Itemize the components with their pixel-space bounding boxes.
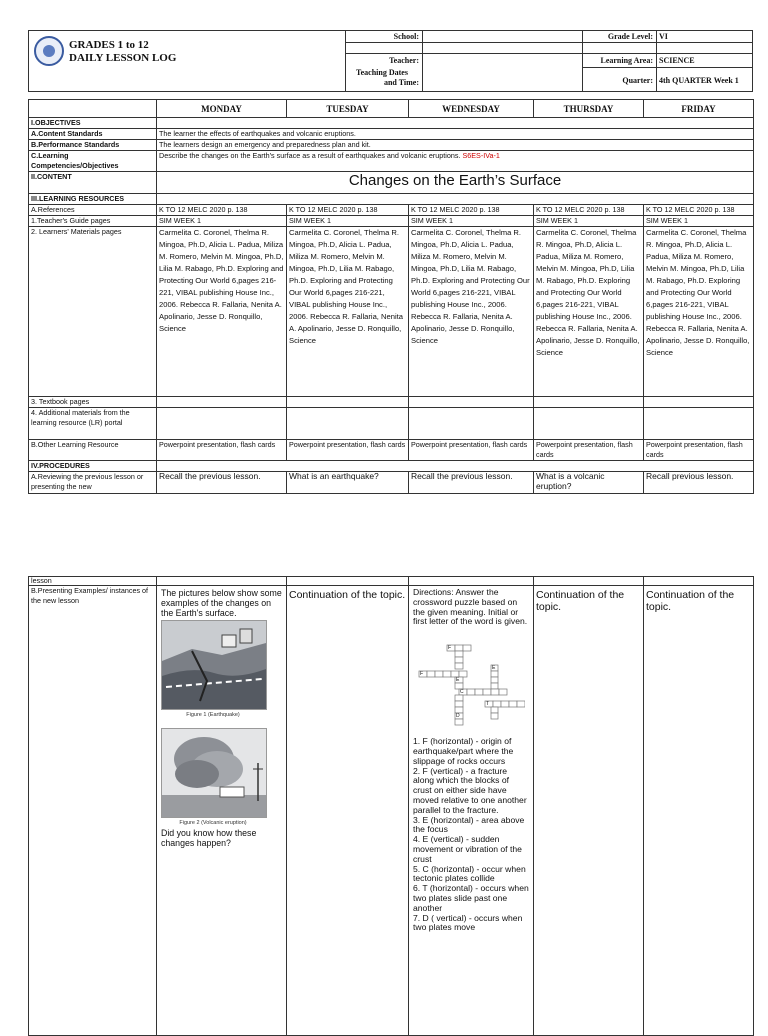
tg-cell: SIM WEEK 1 [644, 216, 754, 227]
review-cell: Recall the previous lesson. [157, 472, 287, 494]
lm-cell: Carmelita C. Coronel, Thelma R. Mingoa, Ph.D, Alicia L. Padua, Miliza M. Romero, Melvin M. Mingoa, Ph.D, Lilia M. Rabago, Ph.D. Exploring and Protecting Our World 6,pages 216-221, VIBAL publishing House Inc., 2006. Rebecca R. Fallaria, Nenita A. Apolinario, Jesse D. Ronquillo, Science [534, 227, 644, 397]
crossword-letter: F [448, 645, 452, 652]
content-standards-text: The learner the effects of earthquakes and volcanic eruptions. [157, 129, 754, 140]
day-thursday: THURSDAY [534, 100, 644, 118]
quarter-label: Quarter: [622, 76, 653, 85]
other-resource-cell: Powerpoint presentation, flash cards [287, 440, 409, 461]
header-title-line2: DAILY LESSON LOG [69, 52, 177, 64]
performance-standards-text: The learners design an emergency and preparedness plan and kit. [157, 140, 754, 151]
learners-materials-row [29, 227, 754, 397]
lm-cell: Carmelita C. Coronel, Thelma R. Mingoa, Ph.D, Alicia L. Padua, Miliza M. Romero, Melvin M. Mingoa, Ph.D, Lilia M. Rabago, Ph.D. Exploring and Protecting Our World 6,pages 216-221, VIBAL publishing House Inc., 2006. Rebecca R. Fallaria, Nenita A. Apolinario, Jesse D. Ronquillo, Science [644, 227, 754, 397]
day-header-row [29, 100, 754, 118]
competencies-label: C.Learning Competencies/Objectives [29, 151, 157, 172]
day-monday: MONDAY [157, 100, 287, 118]
school-label: School: [393, 32, 419, 41]
crossword-letter: E [492, 665, 496, 672]
other-resource-cell: Powerpoint presentation, flash cards [157, 440, 287, 461]
wednesday-examples-cell [409, 586, 534, 1036]
reference-cell: K TO 12 MELC 2020 p. 138 [287, 205, 409, 216]
teaching-time-label: and Time: [383, 78, 419, 87]
quarter-value[interactable]: 4th QUARTER Week 1 [659, 76, 739, 85]
clue-item: 7. D ( vertical) - occurs when two plates move [413, 912, 523, 933]
review-label: A.Reviewing the previous lesson or presenting the new [29, 472, 157, 494]
review-cell: What is a volcanic eruption? [534, 472, 644, 494]
clue-item: 6. T (horizontal) - occurs when two plates slide past one another [413, 883, 529, 913]
performance-standards-label: B.Performance Standards [29, 140, 157, 151]
references-row [29, 205, 754, 216]
crossword-puzzle[interactable] [413, 627, 525, 737]
learners-materials-label: 2. Learners' Materials pages [29, 227, 157, 397]
learning-area-label: Learning Area: [600, 56, 653, 65]
clue-item: 1. F (horizontal) - origin of earthquake/part where the slippage of rocks occurs [413, 736, 514, 766]
clue-item: 4. E (vertical) - sudden movement or vibration of the crust [413, 834, 522, 864]
crossword-letter: E [456, 677, 460, 684]
volcanic-eruption-illustration-icon [162, 729, 266, 817]
crossword-directions: Directions: Answer the crossword puzzle based on the given meaning. Initial or first letter of the word is given. [413, 587, 528, 627]
learning-resources-section-label: III.LEARNING RESOURCES [29, 194, 157, 205]
document-header [28, 30, 753, 92]
review-cell: What is an earthquake? [287, 472, 409, 494]
review-row-continued [29, 577, 754, 586]
day-wednesday: WEDNESDAY [409, 100, 534, 118]
grade-level-value[interactable]: VI [659, 32, 668, 41]
crossword-letter: C [460, 689, 464, 696]
tg-cell: SIM WEEK 1 [157, 216, 287, 227]
content-standards-label: A.Content Standards [29, 129, 157, 140]
monday-intro: The pictures below show some examples of the changes on the Earth's surface. [161, 588, 282, 618]
crossword-letter: F [420, 671, 424, 678]
review-row [29, 472, 754, 494]
crossword-grid-icon [413, 627, 525, 737]
deped-seal-icon [34, 36, 64, 66]
clue-item: 2. F (vertical) - a fracture along which the blocks of crust on either side have moved relative to one another parallel to the fracture. [413, 765, 527, 815]
teachers-guide-label: 1.Teacher's Guide pages [29, 216, 157, 227]
earthquake-figure [161, 620, 267, 710]
reference-cell: K TO 12 MELC 2020 p. 138 [644, 205, 754, 216]
examples-row [29, 586, 754, 1036]
other-resources-label: B.Other Learning Resource [29, 440, 157, 461]
examples-label: B.Presenting Examples/ instances of the new lesson [29, 586, 157, 1036]
lm-cell: Carmelita C. Coronel, Thelma R. Mingoa, Ph.D, Alicia L. Padua, Miliza M. Romero, Melvin M. Mingoa, Ph.D, Lilia M. Rabago, Ph.D. Exploring and Protecting Our World 6,pages 216-221, VIBAL publishing House Inc., 2006. Rebecca R. Fallaria, Nenita A. Apolinario, Jesse D. Ronquillo, Science [157, 227, 287, 397]
tuesday-examples-cell: Continuation of the topic. [287, 586, 409, 1036]
competencies-cell [157, 151, 754, 172]
learning-area-value[interactable]: SCIENCE [659, 56, 695, 65]
procedures-section-label: IV.PROCEDURES [29, 461, 157, 472]
tg-cell: SIM WEEK 1 [287, 216, 409, 227]
teaching-dates-label: Teaching Dates [356, 68, 408, 77]
header-info-grid [345, 31, 752, 91]
competency-code: S6ES-IVa-1 [462, 151, 500, 160]
grade-level-label: Grade Level: [607, 32, 653, 41]
lesson-log-table-continued [28, 576, 754, 1036]
lesson-log-table [28, 99, 754, 494]
other-resource-cell: Powerpoint presentation, flash cards [534, 440, 644, 461]
lm-cell: Carmelita C. Coronel, Thelma R. Mingoa, Ph.D, Alicia L. Padua, Miliza M. Romero, Melvin M. Mingoa, Ph.D, Lilia M. Rabago, Ph.D. Exploring and Protecting Our World 6,pages 216-221, VIBAL publishing House Inc., 2006. Rebecca R. Fallaria, Nenita A. Apolinario, Jesse D. Ronquillo, Science [409, 227, 534, 397]
review-cell: Recall the previous lesson. [409, 472, 534, 494]
teachers-guide-row [29, 216, 754, 227]
clue-item: 5. C (horizontal) - occur when tectonic plates collide [413, 863, 526, 884]
clue-item: 3. E (horizontal) - area above the focus [413, 814, 525, 835]
textbook-pages-label: 3. Textbook pages [29, 397, 157, 408]
monday-question: Did you know how these changes happen? [161, 828, 257, 848]
objectives-section-label: I.OBJECTIVES [29, 118, 157, 129]
lm-cell: Carmelita C. Coronel, Thelma R. Mingoa, Ph.D, Alicia L. Padua, Miliza M. Romero, Melvin M. Mingoa, Ph.D, Lilia M. Rabago, Ph.D. Exploring and Protecting Our World 6,pages 216-221, VIBAL publishing House Inc., 2006. Rebecca R. Fallaria, Nenita A. Apolinario, Jesse D. Ronquillo, Science [287, 227, 409, 397]
tg-cell: SIM WEEK 1 [534, 216, 644, 227]
review-cell: Recall previous lesson. [644, 472, 754, 494]
tg-cell: SIM WEEK 1 [409, 216, 534, 227]
other-resource-cell: Powerpoint presentation, flash cards [409, 440, 534, 461]
content-section-label: II.CONTENT [29, 172, 157, 194]
volcano-figure [161, 728, 267, 818]
competencies-text: Describe the changes on the Earth's surface as a result of earthquakes and volcanic eruptions. [159, 151, 461, 160]
figure2-caption: Figure 2 (Volcanic eruption) [179, 820, 247, 826]
review-label-continued: lesson [29, 577, 157, 586]
crossword-letter: D [456, 713, 460, 720]
header-title-line1: GRADES 1 to 12 [69, 39, 149, 51]
day-tuesday: TUESDAY [287, 100, 409, 118]
monday-examples-cell [157, 586, 287, 1036]
crossword-letter: T [486, 701, 490, 708]
earthquake-illustration-icon [162, 621, 266, 709]
reference-cell: K TO 12 MELC 2020 p. 138 [157, 205, 287, 216]
thursday-examples-cell: Continuation of the topic. [534, 586, 644, 1036]
day-friday: FRIDAY [644, 100, 754, 118]
other-resource-cell: Powerpoint presentation, flash cards [644, 440, 754, 461]
other-resources-row [29, 440, 754, 461]
references-label: A.References [29, 205, 157, 216]
figure1-caption: Figure 1 (Earthquake) [186, 712, 240, 718]
reference-cell: K TO 12 MELC 2020 p. 138 [534, 205, 644, 216]
reference-cell: K TO 12 MELC 2020 p. 138 [409, 205, 534, 216]
additional-materials-label: 4. Additional materials from the learning resource (LR) portal [29, 408, 157, 440]
teacher-label: Teacher: [389, 56, 419, 65]
lesson-topic: Changes on the Earth’s Surface [157, 172, 754, 194]
friday-examples-cell: Continuation of the topic. [644, 586, 754, 1036]
